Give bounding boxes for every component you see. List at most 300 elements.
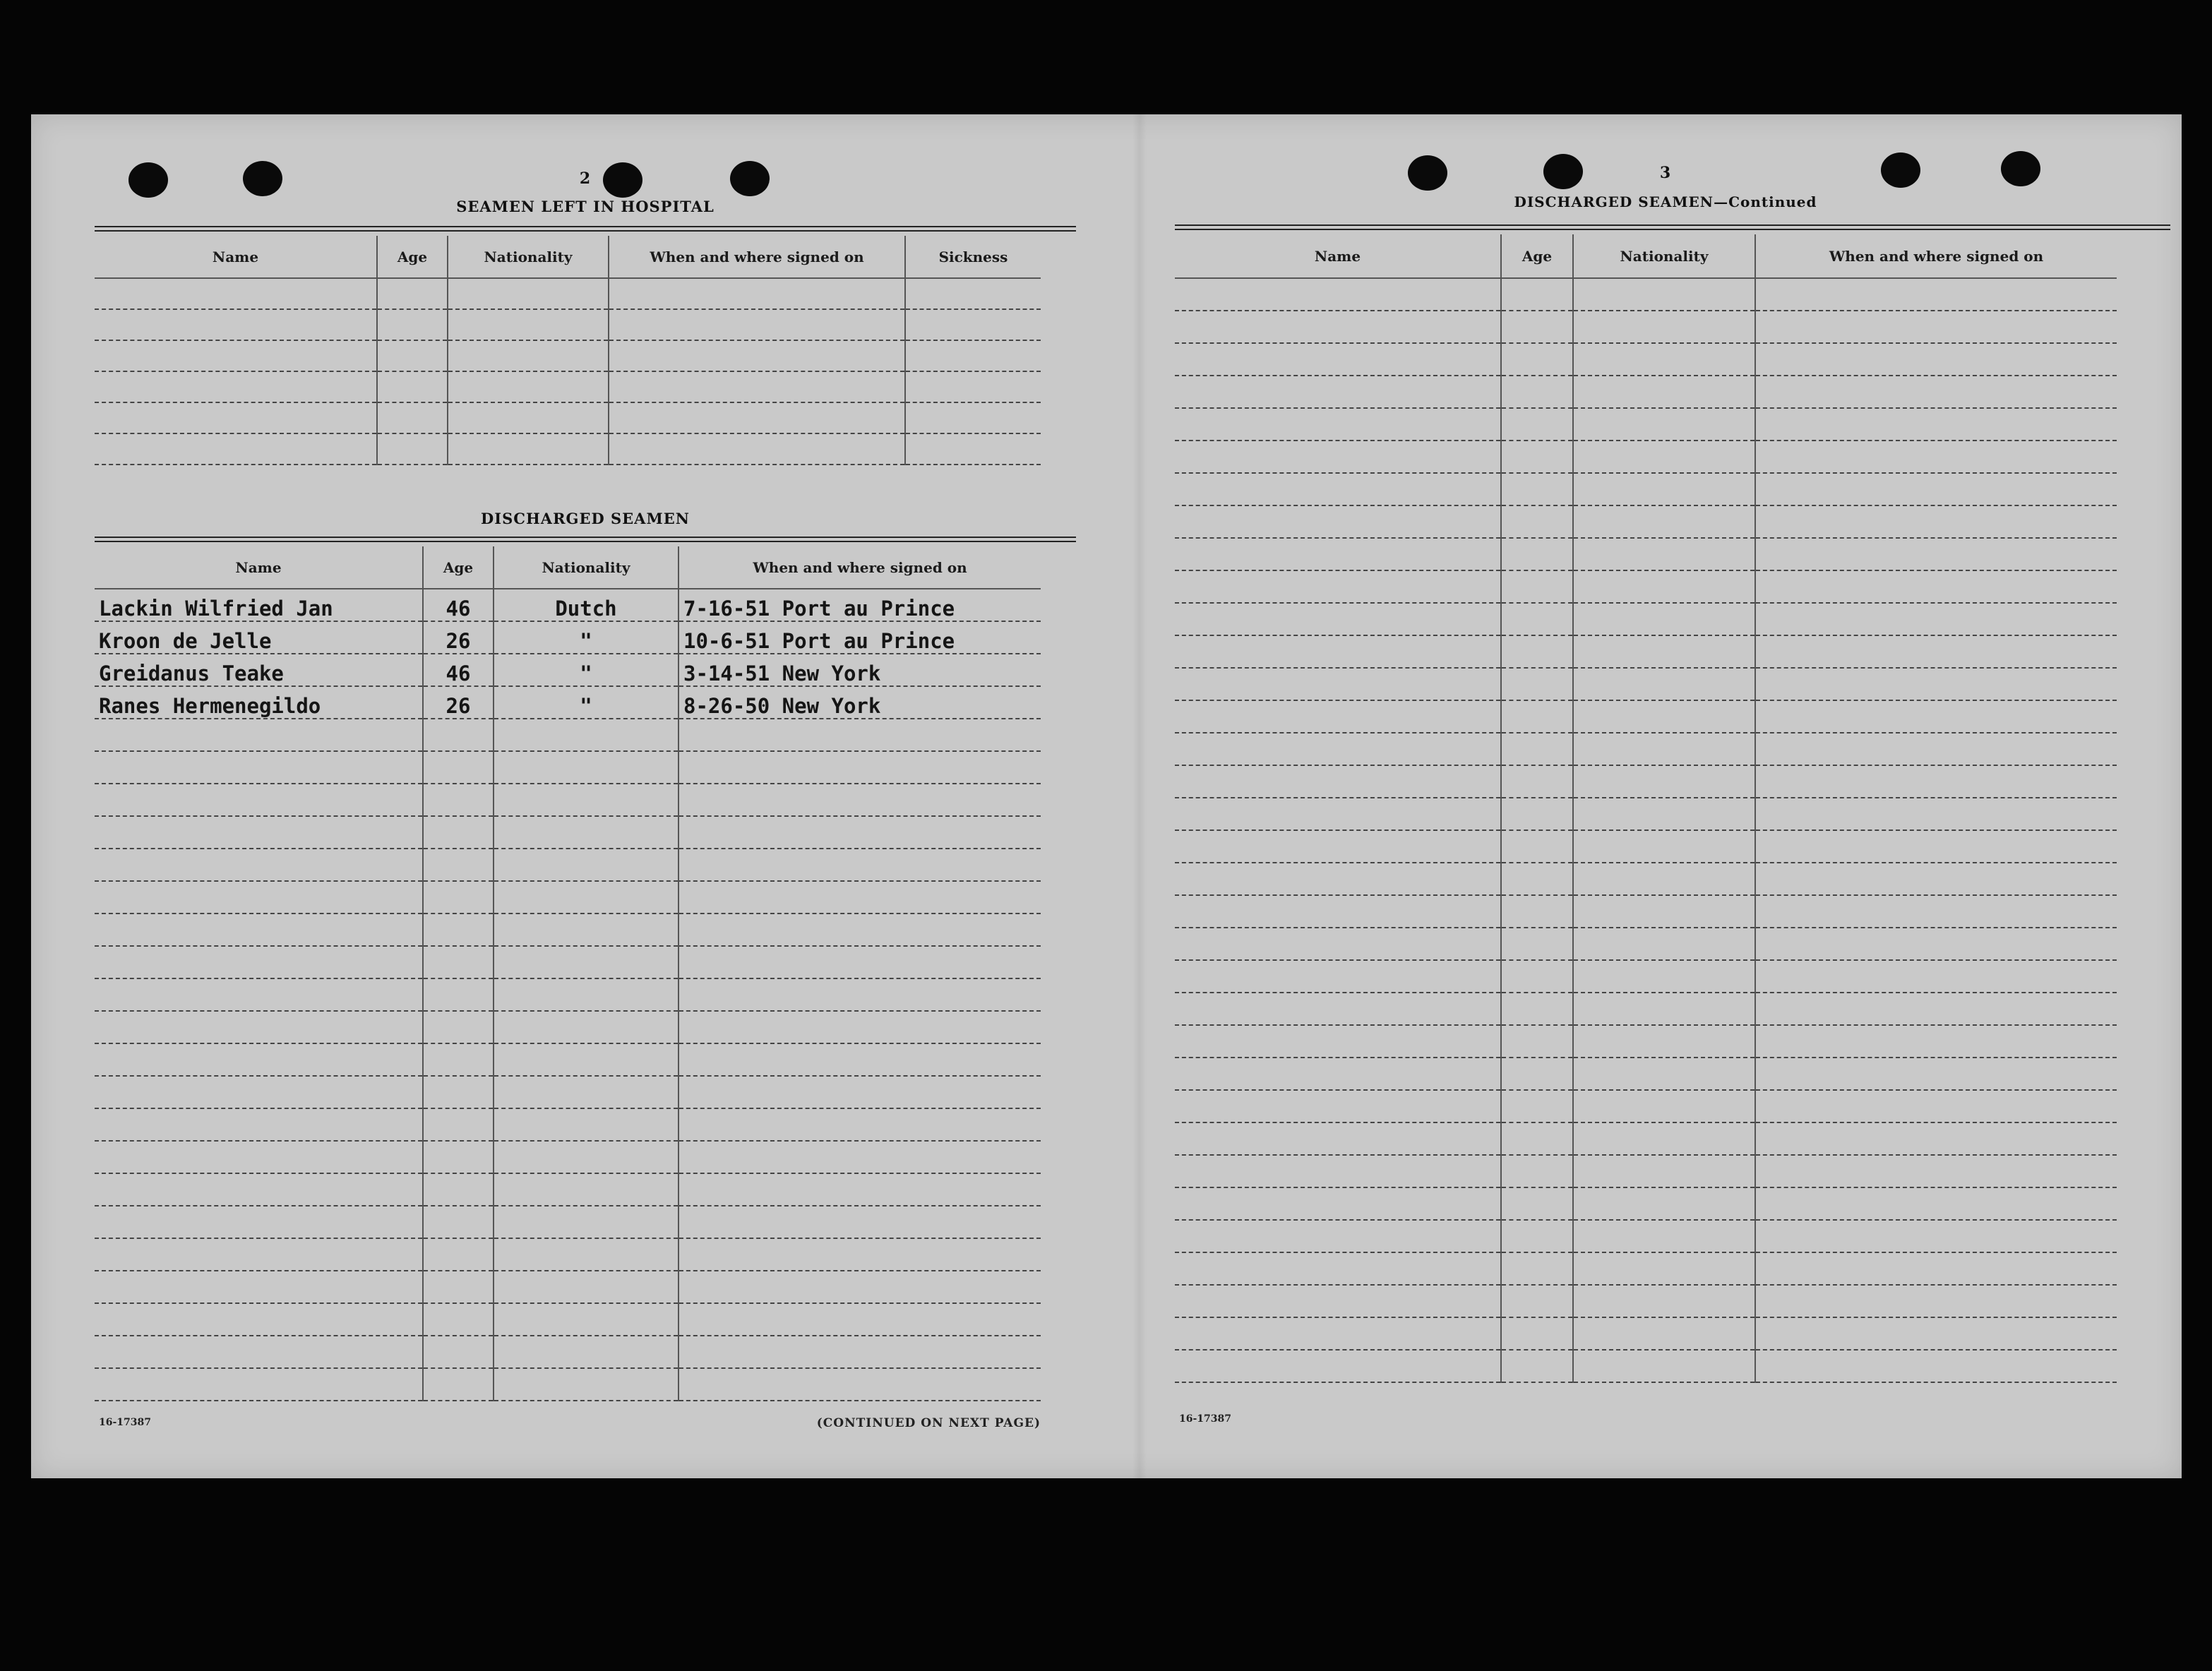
cell-nationality	[494, 1011, 678, 1043]
table-cell	[1175, 1187, 1501, 1220]
table-cell	[1755, 1220, 2117, 1252]
col-header-signed-on: When and where signed on	[1755, 234, 2117, 278]
cell-signed-on: 3-14-51 New York	[678, 654, 1041, 686]
table-cell	[1573, 538, 1755, 570]
cell-age	[423, 1043, 494, 1076]
table-cell	[1573, 765, 1755, 798]
cell-nationality	[494, 881, 678, 914]
table-cell	[1175, 1220, 1501, 1252]
table-cell	[1573, 1122, 1755, 1155]
cell-age: 26	[423, 621, 494, 654]
table-cell	[1755, 1350, 2117, 1382]
table-cell	[1755, 473, 2117, 505]
table-cell	[1573, 830, 1755, 863]
table-row	[1175, 441, 2117, 473]
table-row	[1175, 538, 2117, 570]
table-cell	[1501, 700, 1573, 733]
cell-name: Greidanus Teake	[95, 654, 423, 686]
table-row	[95, 309, 1041, 340]
table-row	[95, 816, 1041, 849]
cell-signed-on	[678, 1108, 1041, 1141]
cell-nationality	[494, 784, 678, 816]
table-cell	[1755, 505, 2117, 538]
cell-nationality	[494, 719, 678, 751]
table-cell	[1573, 700, 1755, 733]
col-header-nationality: Nationality	[494, 546, 678, 589]
cell-signed-on	[678, 978, 1041, 1011]
cell-signed-on	[678, 816, 1041, 849]
table-cell	[1755, 1090, 2117, 1122]
col-header-name: Name	[1175, 234, 1501, 278]
table-row	[95, 751, 1041, 784]
table-row	[95, 371, 1041, 402]
table-row	[1175, 1285, 2117, 1317]
table-row	[1175, 376, 2117, 408]
table-cell	[1755, 1285, 2117, 1317]
col-header-signed-on: When and where signed on	[609, 236, 905, 278]
table-cell	[1501, 1122, 1573, 1155]
cell-age	[423, 816, 494, 849]
cell-name	[95, 1368, 423, 1401]
table-row	[1175, 668, 2117, 700]
table-cell	[1175, 1155, 1501, 1187]
table-cell	[1175, 441, 1501, 473]
cell-name	[95, 719, 423, 751]
cell-age	[423, 1141, 494, 1173]
cell-name	[95, 1206, 423, 1238]
cell-name: Ranes Hermenegildo	[95, 686, 423, 719]
table-row	[1175, 928, 2117, 960]
cell-age	[423, 978, 494, 1011]
table-row	[95, 1043, 1041, 1076]
section-rule	[1175, 224, 2170, 226]
page-fold	[1132, 114, 1147, 1478]
table-cell	[1501, 733, 1573, 765]
table-cell	[1755, 765, 2117, 798]
continued-section-title: DISCHARGED SEAMEN—Continued	[1514, 193, 1817, 210]
table-cell	[1175, 1122, 1501, 1155]
table-cell	[1501, 830, 1573, 863]
cell-age	[423, 946, 494, 978]
cell-nationality	[494, 978, 678, 1011]
table-row	[1175, 733, 2117, 765]
cell-name	[95, 1303, 423, 1336]
table-cell	[1501, 863, 1573, 895]
col-header-name: Name	[95, 546, 423, 589]
table-row	[1175, 798, 2117, 830]
table-cell	[1755, 700, 2117, 733]
cell-name	[95, 849, 423, 881]
table-row	[1175, 1350, 2117, 1382]
table-row	[95, 1173, 1041, 1206]
table-row	[1175, 1025, 2117, 1058]
continued-rows	[1175, 278, 2117, 1382]
col-header-age: Age	[377, 236, 448, 278]
table-cell	[1175, 538, 1501, 570]
cell-name	[95, 1011, 423, 1043]
table-cell	[1501, 993, 1573, 1025]
page-number: 2	[579, 169, 592, 188]
table-row	[1175, 765, 2117, 798]
table-cell	[1573, 1220, 1755, 1252]
table-cell	[1175, 960, 1501, 993]
table-cell	[1501, 928, 1573, 960]
table-cell	[1501, 635, 1573, 668]
table-row	[1175, 1187, 2117, 1220]
table-cell	[1501, 1155, 1573, 1187]
col-header-sickness: Sickness	[905, 236, 1041, 278]
table-row	[1175, 700, 2117, 733]
table-row	[1175, 278, 2117, 311]
table-cell	[1755, 960, 2117, 993]
table-cell	[1501, 343, 1573, 376]
table-cell	[1755, 798, 2117, 830]
table-cell	[1573, 1025, 1755, 1058]
table-row	[1175, 570, 2117, 603]
table-cell	[1755, 1317, 2117, 1350]
table-row	[95, 1271, 1041, 1303]
table-cell	[1501, 960, 1573, 993]
table-cell	[1573, 603, 1755, 635]
table-cell	[1755, 343, 2117, 376]
table-row	[1175, 635, 2117, 668]
table-cell	[1501, 1317, 1573, 1350]
table-cell	[1175, 993, 1501, 1025]
table-cell	[1175, 733, 1501, 765]
discharged-rows	[95, 589, 1041, 1401]
col-header-signed-on: When and where signed on	[678, 546, 1041, 589]
table-cell	[1573, 1058, 1755, 1090]
cell-nationality: "	[494, 654, 678, 686]
cell-nationality	[494, 1238, 678, 1271]
table-cell	[1755, 895, 2117, 928]
right-page	[1175, 114, 2156, 1478]
table-cell	[1573, 1252, 1755, 1285]
table-cell	[1573, 960, 1755, 993]
cell-name	[95, 1141, 423, 1173]
cell-signed-on	[678, 946, 1041, 978]
table-cell	[1175, 895, 1501, 928]
table-cell	[1501, 570, 1573, 603]
cell-nationality	[494, 946, 678, 978]
table-row	[95, 1238, 1041, 1271]
cell-name	[95, 946, 423, 978]
cell-nationality	[494, 1076, 678, 1108]
hospital-table	[95, 236, 1041, 465]
col-header-nationality: Nationality	[448, 236, 609, 278]
cell-name	[95, 1173, 423, 1206]
cell-name	[95, 751, 423, 784]
table-row	[1175, 343, 2117, 376]
table-row	[1175, 408, 2117, 441]
table-cell	[1573, 408, 1755, 441]
table-row	[95, 784, 1041, 816]
table-row	[1175, 1122, 2117, 1155]
table-row	[1175, 993, 2117, 1025]
cell-nationality: Dutch	[494, 589, 678, 621]
table-row	[1175, 473, 2117, 505]
cell-age	[423, 1173, 494, 1206]
col-header-nationality: Nationality	[1573, 234, 1755, 278]
cell-name	[95, 1076, 423, 1108]
continued-table	[1175, 234, 2117, 1383]
cell-signed-on	[678, 1238, 1041, 1271]
table-cell	[1573, 668, 1755, 700]
table-cell	[1501, 1058, 1573, 1090]
cell-signed-on	[678, 849, 1041, 881]
table-cell	[1755, 441, 2117, 473]
table-cell	[1755, 408, 2117, 441]
table-cell	[1501, 538, 1573, 570]
table-row	[1175, 830, 2117, 863]
table-cell	[1501, 603, 1573, 635]
table-cell	[1501, 1090, 1573, 1122]
table-cell	[1175, 473, 1501, 505]
table-cell	[1501, 473, 1573, 505]
table-cell	[1175, 863, 1501, 895]
cell-name	[95, 1336, 423, 1368]
cell-signed-on: 7-16-51 Port au Prince	[678, 589, 1041, 621]
table-cell	[1175, 505, 1501, 538]
table-cell	[1573, 473, 1755, 505]
table-row	[95, 654, 1041, 686]
hospital-rows	[95, 278, 1041, 465]
table-row	[95, 278, 1041, 309]
cell-name	[95, 914, 423, 946]
table-cell	[1573, 1317, 1755, 1350]
cell-age: 46	[423, 589, 494, 621]
table-row	[95, 1368, 1041, 1401]
cell-name	[95, 881, 423, 914]
table-cell	[1573, 1187, 1755, 1220]
table-cell	[1175, 668, 1501, 700]
cell-signed-on	[678, 784, 1041, 816]
table-cell	[1501, 1220, 1573, 1252]
table-cell	[1755, 603, 2117, 635]
cell-age: 26	[423, 686, 494, 719]
cell-signed-on: 10-6-51 Port au Prince	[678, 621, 1041, 654]
table-cell	[1573, 311, 1755, 343]
cell-signed-on	[678, 881, 1041, 914]
table-cell	[1755, 1058, 2117, 1090]
table-cell	[1573, 1285, 1755, 1317]
table-cell	[1501, 1025, 1573, 1058]
table-cell	[1573, 798, 1755, 830]
cell-nationality	[494, 849, 678, 881]
table-row	[1175, 1317, 2117, 1350]
table-row	[95, 978, 1041, 1011]
form-number: 16-17387	[1179, 1413, 1231, 1425]
table-cell	[1501, 408, 1573, 441]
table-cell	[1755, 311, 2117, 343]
table-cell	[1175, 603, 1501, 635]
cell-nationality: "	[494, 686, 678, 719]
table-row	[1175, 505, 2117, 538]
table-row	[95, 1206, 1041, 1238]
table-cell	[1755, 928, 2117, 960]
table-cell	[1755, 1252, 2117, 1285]
table-row	[95, 402, 1041, 433]
table-row	[1175, 1058, 2117, 1090]
table-cell	[1755, 863, 2117, 895]
table-cell	[1501, 1252, 1573, 1285]
table-cell	[1573, 1350, 1755, 1382]
table-cell	[1755, 830, 2117, 863]
table-row	[95, 719, 1041, 751]
table-cell	[1175, 343, 1501, 376]
section-rule	[95, 226, 1076, 227]
table-cell	[1501, 1350, 1573, 1382]
cell-nationality	[494, 1368, 678, 1401]
table-cell	[1755, 1025, 2117, 1058]
table-cell	[1573, 733, 1755, 765]
cell-nationality	[494, 1303, 678, 1336]
table-row	[95, 881, 1041, 914]
table-cell	[1501, 895, 1573, 928]
table-row	[1175, 1155, 2117, 1187]
table-cell	[1175, 635, 1501, 668]
cell-signed-on	[678, 1076, 1041, 1108]
table-cell	[1175, 311, 1501, 343]
table-cell	[1501, 668, 1573, 700]
table-row	[1175, 895, 2117, 928]
cell-name	[95, 978, 423, 1011]
cell-age	[423, 1238, 494, 1271]
table-cell	[1501, 798, 1573, 830]
table-row	[1175, 1252, 2117, 1285]
cell-name	[95, 1271, 423, 1303]
cell-age	[423, 1303, 494, 1336]
table-row	[95, 849, 1041, 881]
cell-age	[423, 914, 494, 946]
cell-nationality	[494, 914, 678, 946]
table-cell	[1755, 993, 2117, 1025]
cell-nationality	[494, 1043, 678, 1076]
cell-signed-on	[678, 1043, 1041, 1076]
table-cell	[1755, 570, 2117, 603]
table-cell	[1755, 1122, 2117, 1155]
cell-signed-on	[678, 1141, 1041, 1173]
cell-signed-on	[678, 1271, 1041, 1303]
table-cell	[1175, 1090, 1501, 1122]
table-cell	[1573, 278, 1755, 311]
table-row	[95, 1076, 1041, 1108]
cell-name	[95, 816, 423, 849]
cell-age	[423, 881, 494, 914]
table-cell	[1573, 570, 1755, 603]
table-row	[95, 1303, 1041, 1336]
cell-age	[423, 849, 494, 881]
hospital-section-title: SEAMEN LEFT IN HOSPITAL	[456, 198, 715, 215]
table-row	[1175, 1090, 2117, 1122]
table-cell	[1501, 441, 1573, 473]
cell-age	[423, 1011, 494, 1043]
cell-nationality	[494, 1336, 678, 1368]
cell-signed-on	[678, 1303, 1041, 1336]
table-cell	[1573, 635, 1755, 668]
table-cell	[1175, 1025, 1501, 1058]
table-cell	[1175, 278, 1501, 311]
table-cell	[1573, 1090, 1755, 1122]
cell-name	[95, 1043, 423, 1076]
cell-age	[423, 1108, 494, 1141]
table-cell	[1755, 376, 2117, 408]
cell-name	[95, 1238, 423, 1271]
table-row	[95, 1011, 1041, 1043]
table-cell	[1175, 408, 1501, 441]
cell-nationality	[494, 1206, 678, 1238]
table-cell	[1175, 1350, 1501, 1382]
table-row	[1175, 960, 2117, 993]
table-row	[95, 914, 1041, 946]
table-cell	[1175, 1285, 1501, 1317]
table-cell	[1175, 1058, 1501, 1090]
cell-nationality	[494, 816, 678, 849]
cell-signed-on	[678, 914, 1041, 946]
cell-name: Lackin Wilfried Jan	[95, 589, 423, 621]
cell-signed-on: 8-26-50 New York	[678, 686, 1041, 719]
discharged-section-title: DISCHARGED SEAMEN	[481, 510, 690, 527]
cell-name	[95, 784, 423, 816]
table-row	[95, 946, 1041, 978]
page-number: 3	[1659, 164, 1672, 182]
table-cell	[1175, 928, 1501, 960]
table-cell	[1501, 765, 1573, 798]
table-cell	[1175, 700, 1501, 733]
table-cell	[1175, 830, 1501, 863]
table-row	[95, 433, 1041, 465]
table-cell	[1755, 1155, 2117, 1187]
form-number: 16-17387	[99, 1417, 151, 1428]
table-cell	[1573, 376, 1755, 408]
table-cell	[1573, 441, 1755, 473]
cell-age	[423, 784, 494, 816]
table-cell	[1501, 1187, 1573, 1220]
cell-age	[423, 751, 494, 784]
table-cell	[1573, 993, 1755, 1025]
cell-age	[423, 1368, 494, 1401]
cell-signed-on	[678, 1173, 1041, 1206]
cell-nationality	[494, 1108, 678, 1141]
table-cell	[1175, 570, 1501, 603]
cell-signed-on	[678, 1336, 1041, 1368]
col-header-age: Age	[1501, 234, 1573, 278]
table-cell	[1755, 538, 2117, 570]
table-row	[1175, 1220, 2117, 1252]
table-cell	[1501, 311, 1573, 343]
cell-signed-on	[678, 1011, 1041, 1043]
col-header-name: Name	[95, 236, 377, 278]
table-row	[95, 589, 1041, 621]
table-cell	[1501, 505, 1573, 538]
cell-age	[423, 719, 494, 751]
cell-nationality: "	[494, 621, 678, 654]
cell-age	[423, 1076, 494, 1108]
cell-nationality	[494, 751, 678, 784]
table-row	[1175, 603, 2117, 635]
cell-signed-on	[678, 719, 1041, 751]
table-cell	[1175, 376, 1501, 408]
cell-age: 46	[423, 654, 494, 686]
table-cell	[1501, 376, 1573, 408]
table-cell	[1755, 635, 2117, 668]
cell-name: Kroon de Jelle	[95, 621, 423, 654]
cell-age	[423, 1206, 494, 1238]
table-cell	[1573, 895, 1755, 928]
table-cell	[1573, 928, 1755, 960]
table-row	[95, 340, 1041, 371]
cell-age	[423, 1271, 494, 1303]
